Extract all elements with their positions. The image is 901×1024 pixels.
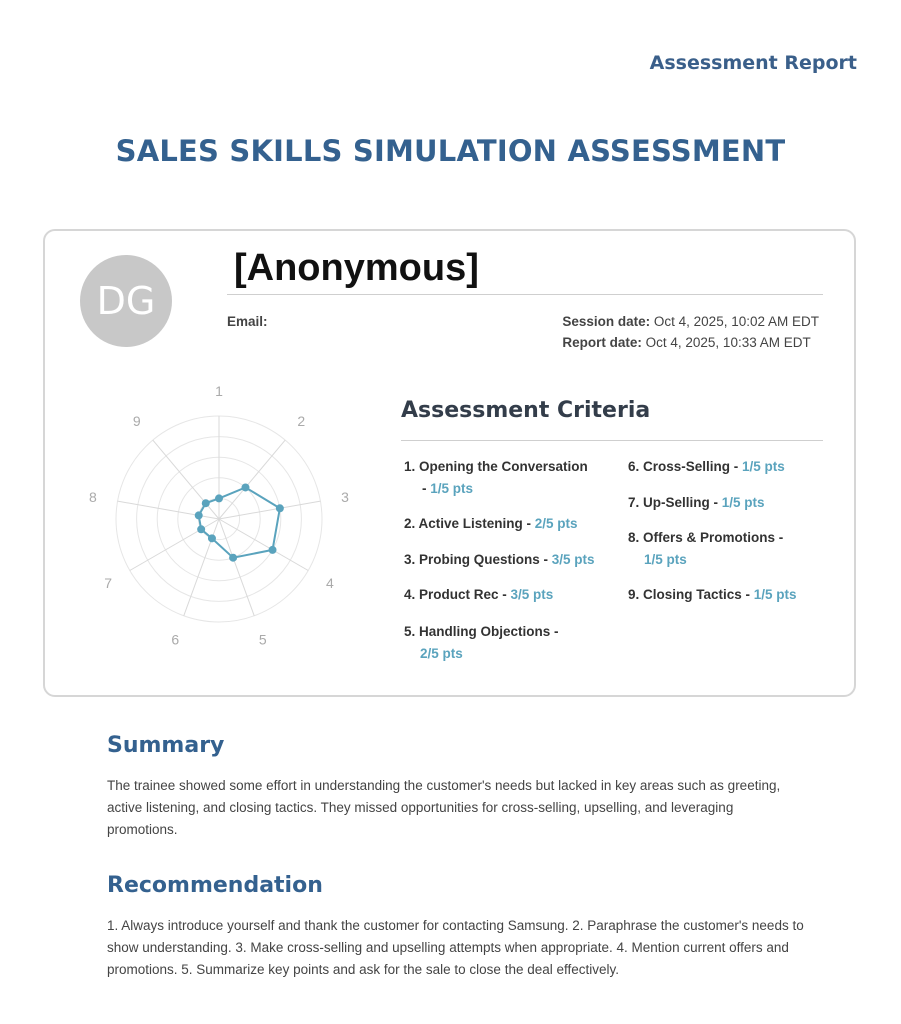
criterion-sep: -	[543, 552, 552, 567]
criterion-points: 1/5 pts	[430, 481, 474, 496]
email-field	[227, 314, 268, 329]
criterion-sep: -	[422, 481, 431, 496]
criterion-points: 1/5 pts	[644, 552, 687, 567]
criterion-points: 1/5 pts	[753, 587, 797, 602]
trainee-name: [Anonymous]	[234, 247, 479, 289]
name-divider	[227, 294, 823, 295]
avatar	[80, 255, 172, 347]
recommendation-title: Recommendation	[107, 873, 323, 898]
radar-axis-label: 5	[258, 631, 267, 648]
criterion-product-rec	[404, 584, 553, 606]
session-date	[562, 314, 819, 329]
criterion-active-listening	[404, 513, 578, 535]
radar-axis-line	[219, 519, 308, 571]
email-label: Email:	[227, 314, 268, 329]
criterion-label: 6. Cross-Selling	[628, 459, 731, 474]
criterion-cross-selling	[628, 456, 785, 478]
radar-data-point	[208, 534, 216, 542]
criterion-sep: -	[550, 624, 559, 639]
report-date-label: Report date:	[562, 335, 642, 350]
criterion-label: 3. Probing Questions	[404, 552, 544, 567]
criterion-points: 3/5 pts	[510, 587, 554, 602]
criterion-sep: -	[709, 495, 722, 510]
criterion-label: 1. Opening the Conversation	[404, 459, 588, 474]
radar-data-point	[229, 554, 237, 562]
radar-data-point	[269, 546, 277, 554]
criterion-opening	[404, 456, 619, 500]
radar-axis-label: 3	[341, 488, 349, 505]
summary-text: The trainee showed some effort in understanding the customer's needs but lacked in key areas such as greeting, active listening, and closing tactics. They missed opportunities for cross-selling, upselling, and leveraging promotions.	[107, 778, 781, 837]
avatar-initials: DG	[96, 279, 156, 323]
criterion-label: 7. Up-Selling	[628, 495, 710, 510]
criterion-sep: -	[741, 587, 754, 602]
page-title: SALES SKILLS SIMULATION ASSESSMENT	[115, 134, 786, 168]
summary-title: Summary	[107, 733, 225, 758]
radar-data-point	[241, 483, 249, 491]
radar-axis-line	[219, 501, 320, 519]
radar-axis-label: 8	[89, 488, 97, 505]
report-dates	[562, 314, 819, 356]
session-date-label: Session date:	[562, 314, 651, 329]
criterion-label: 4. Product Rec	[404, 587, 499, 602]
radar-data-point	[276, 504, 284, 512]
session-date-value: Oct 4, 2025, 10:02 AM EDT	[653, 314, 819, 329]
criterion-points: 3/5 pts	[551, 552, 595, 567]
criterion-probing-questions	[404, 549, 595, 571]
radar-axis-label: 4	[325, 575, 334, 591]
report-date	[562, 335, 819, 350]
radar-axis-label: 6	[171, 631, 180, 648]
radar-axis-label: 2	[297, 412, 306, 429]
radar-data-point	[215, 494, 223, 502]
criterion-sep: -	[498, 587, 511, 602]
radar-axis-label: 1	[215, 383, 223, 399]
criterion-sep: -	[775, 530, 784, 545]
criterion-label: 2. Active Listening	[404, 516, 523, 531]
radar-axis-label: 7	[104, 575, 113, 591]
radar-axis-line	[153, 440, 219, 519]
criterion-label: 8. Offers & Promotions	[628, 530, 776, 545]
recommendation-text: 1. Always introduce yourself and thank the customer for contacting Samsung. 2. Paraphrase the customer's needs to show understanding. 3. Make cross-selling and upselling attempts when appropriate. 4. Mention current offers and promotions. 5. Summarize key points and ask for the sale to close the deal effectively.	[107, 918, 804, 977]
criterion-points: 1/5 pts	[721, 495, 765, 510]
criterion-points: 2/5 pts	[534, 516, 578, 531]
criteria-divider	[401, 440, 823, 441]
radar-axis-line	[219, 440, 285, 519]
criterion-handling-objections	[404, 621, 559, 665]
criterion-sep: -	[522, 516, 535, 531]
criterion-sep: -	[730, 459, 743, 474]
criterion-offers-promotions	[628, 527, 783, 571]
radar-data-point	[195, 511, 203, 519]
report-date-value: Oct 4, 2025, 10:33 AM EDT	[645, 335, 811, 350]
criterion-points: 2/5 pts	[420, 646, 463, 661]
radar-data-point	[197, 525, 205, 533]
criterion-label: 5. Handling Objections	[404, 624, 551, 639]
criterion-label: 9. Closing Tactics	[628, 587, 742, 602]
radar-axis-label: 9	[132, 412, 141, 429]
report-label: Assessment Report	[649, 52, 857, 74]
radar-data-point	[202, 499, 210, 507]
criterion-points: 1/5 pts	[742, 459, 785, 474]
criteria-title: Assessment Criteria	[401, 398, 651, 423]
criterion-up-selling	[628, 492, 765, 514]
radar-chart	[89, 383, 349, 659]
radar-axis-line	[130, 519, 219, 571]
criterion-closing-tactics	[628, 584, 797, 606]
profile-card	[43, 229, 856, 697]
